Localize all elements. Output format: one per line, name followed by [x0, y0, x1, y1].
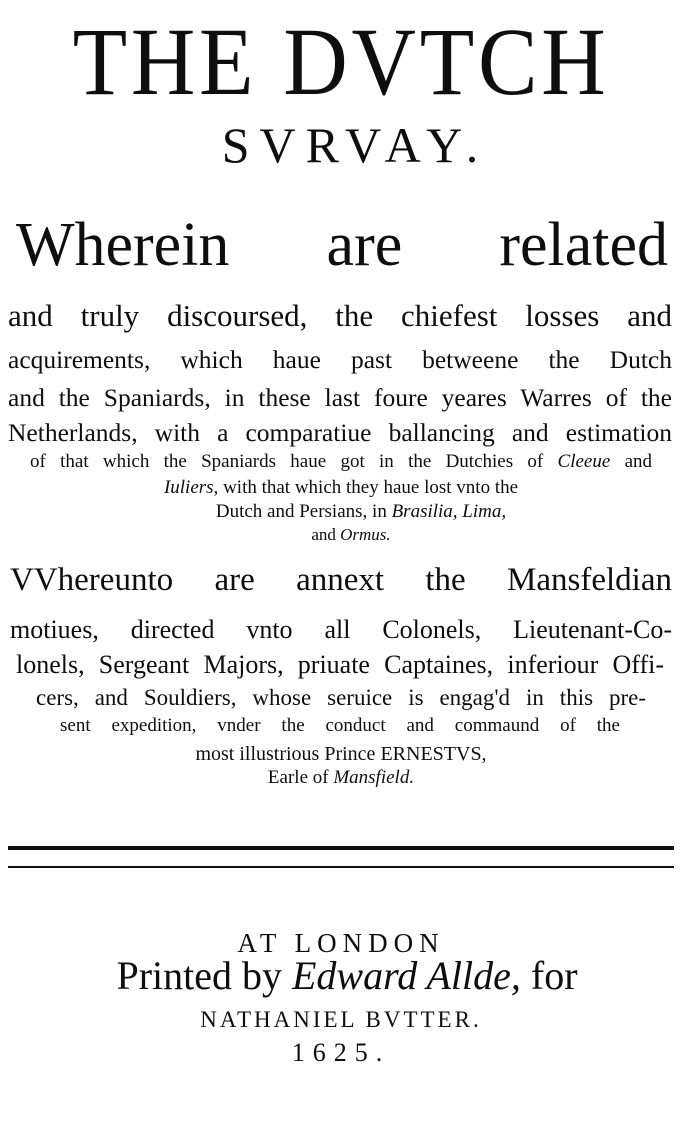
- annex-line-4: sent expedition, vnder the conduct and commaund of the: [60, 715, 620, 736]
- subtitle-line-6: [0, 478, 682, 497]
- subtitle-line-7: [0, 502, 682, 521]
- place-cleeue: Cleeue: [557, 451, 611, 472]
- imprint-place: AT LONDON: [237, 928, 445, 958]
- imprint-publisher: NATHANIEL BVTTER.: [200, 1007, 482, 1032]
- imprint-for: for: [530, 953, 578, 998]
- annex-line-5: most illustrious Prince ERNESTVS,: [195, 743, 487, 765]
- subtitle-line-3: and the Spaniards, in these last foure yeares Warres of the: [8, 383, 672, 412]
- subtitle-line-8: [0, 526, 682, 543]
- subtitle-line-2: acquirements, which haue past betweene the Dutch: [8, 345, 672, 374]
- divider-rule-thick: [8, 846, 674, 850]
- imprint-printer-line: [0, 953, 682, 998]
- annex-heading: VVhereunto are annext the Mansfeldian: [10, 562, 672, 598]
- subtitle-line-1: and truly discoursed, the chiefest losses and: [8, 298, 672, 333]
- imprint-printer: Edward Allde,: [292, 953, 521, 998]
- place-ormus: Ormus.: [340, 525, 391, 544]
- subtitle-line-4: Netherlands, with a comparatiue ballancing and estimation: [8, 418, 672, 447]
- divider-rule-thin: [8, 866, 674, 868]
- annex-line-6: [0, 768, 682, 787]
- subtitle-heading: Wherein are related: [16, 211, 668, 279]
- place-iuliers: Iuliers,: [163, 477, 219, 498]
- subtitle-text: and: [624, 451, 653, 472]
- place-brasilia-lima: Brasilia, Lima,: [391, 501, 507, 522]
- subtitle-text: and: [311, 525, 336, 544]
- place-mansfield: Mansfield.: [333, 767, 415, 788]
- subtitle-text: Dutch and Persians, in: [215, 501, 387, 522]
- annex-line-2: lonels, Sergeant Majors, priuate Captaines, inferiour Offi-: [16, 650, 664, 679]
- subtitle-text: of that which the Spaniards haue got in the Dutchies of: [30, 451, 544, 472]
- subtitle-text: with that which they haue lost vnto the: [223, 477, 519, 498]
- subtitle-line-5: [30, 452, 652, 471]
- imprint-year: 1625.: [291, 1038, 391, 1067]
- title-line-2: SVRVAY.: [221, 117, 489, 173]
- title-line-1: THE DVTCH: [72, 8, 610, 115]
- imprint-printed-by: Printed by: [116, 953, 282, 998]
- annex-text: Earle of: [267, 767, 329, 788]
- annex-line-3: cers, and Souldiers, whose seruice is engag'd in this pre-: [36, 685, 646, 710]
- annex-line-1: motiues, directed vnto all Colonels, Lieutenant-Co-: [10, 615, 672, 644]
